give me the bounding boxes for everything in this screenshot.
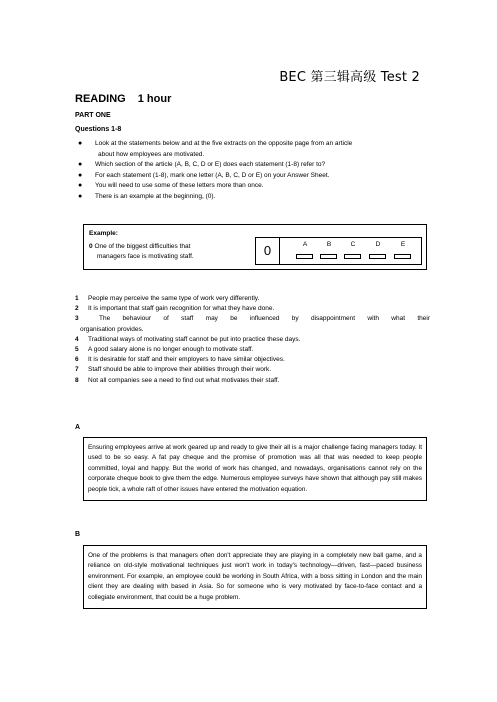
- statement-item: 4 Traditional ways of motivating staff cannot be put into practice these days.: [75, 335, 301, 343]
- option-letter-c: C: [350, 241, 356, 248]
- statement-item: 1 People may perceive the same type of work very differently.: [75, 295, 260, 302]
- statement-continuation: organisation provides.: [80, 325, 144, 333]
- statement-item: 7 Staff should be able to improve their abilities through their work.: [75, 366, 272, 374]
- example-box: [83, 224, 427, 270]
- instruction-item: ● For each statement (1-8), mark one letter (A, B, C, D or E) on your Answer Sheet.: [78, 171, 428, 182]
- example-label: Example:: [89, 230, 118, 237]
- option-letter-e: E: [400, 241, 406, 248]
- option-bar-a: [296, 254, 313, 259]
- option-bar-e: [394, 254, 411, 259]
- instruction-item: ● There is an example at the beginning, (0).: [78, 192, 428, 203]
- option-letter-d: D: [375, 241, 381, 248]
- example-answer-number: 0: [256, 238, 280, 264]
- part-heading: PART ONE: [75, 112, 111, 119]
- option-letter-b: B: [326, 241, 332, 248]
- document-title: BEC 第三辑高级 Test 2: [279, 70, 420, 85]
- statement-item: 5 A good salary alone is no longer enough to motivate staff.: [75, 346, 254, 354]
- extract-letter-a: A: [75, 424, 81, 431]
- extract-box-a: Ensuring employees arrive at work geared up and ready to give their all is a major challenge facing managers today. It used to be so easy. A fat pay cheque and the promise of promotion was all that was needed to keep people committed, loyal and happy. But the world of work has changed, and nowadays, organisations cannot rely on the corporate cheque book to give them the edge. Numerous employee surveys have shown that although pay still makes people tick, a whole raft of other issues have entered the motivation equation.: [83, 437, 427, 501]
- instruction-item: ● Which section of the article (A, B, C, D or E) does each statement (1-8) refer to?: [78, 160, 428, 171]
- extract-letter-b: B: [75, 531, 81, 538]
- bullet-icon: ●: [78, 140, 83, 147]
- instructions-list: [78, 139, 428, 202]
- option-bars: [294, 254, 419, 261]
- option-bar-d: [369, 254, 386, 259]
- extract-box-b: One of the problems is that managers often don't appreciate they are playing in a completely new ball game, and a reliance on old-style motivational techniques just won't work in today's technology—driven, fast—paced business environment. For example, an employee could be working in South Africa, with a boss sitting in London and the main client they are dealing with based in Asia. So for someone who is very motivated by face-to-face contact and a collegiate environment, that could be a huge problem.: [83, 545, 427, 609]
- questions-heading: Questions 1-8: [75, 126, 122, 133]
- bullet-icon: ●: [78, 182, 83, 189]
- statement-item: 3 The behaviour of staff may be influenced by disappointment with what their: [75, 315, 430, 323]
- example-answer-grid: [255, 237, 422, 265]
- bullet-icon: ●: [78, 171, 83, 179]
- option-letters: [296, 241, 421, 251]
- instruction-item: ● You will need to use some of these letters more than once.: [78, 181, 428, 192]
- bullet-icon: ●: [78, 192, 83, 200]
- option-letter-a: A: [302, 241, 308, 248]
- statement-item: 8 Not all companies see a need to find out what motivates their staff.: [75, 376, 280, 384]
- statements-list: [75, 294, 430, 386]
- statement-item: 2 It is important that staff gain recognition for what they have done.: [75, 305, 275, 313]
- section-name: READING: [75, 93, 126, 105]
- section-heading: [75, 93, 171, 105]
- example-text: 0 One of the biggest difficulties that managers face is motivating staff.: [89, 243, 194, 260]
- option-bar-b: [320, 254, 337, 259]
- option-bar-c: [344, 254, 361, 259]
- instruction-item: ● Look at the statements below and at the five extracts on the opposite page from an article about how employees are motivated.: [78, 140, 353, 158]
- section-duration: 1 hour: [137, 93, 172, 105]
- bullet-icon: ●: [78, 161, 83, 168]
- statement-item: 6 It is desirable for staff and their employers to have similar objectives.: [75, 356, 285, 364]
